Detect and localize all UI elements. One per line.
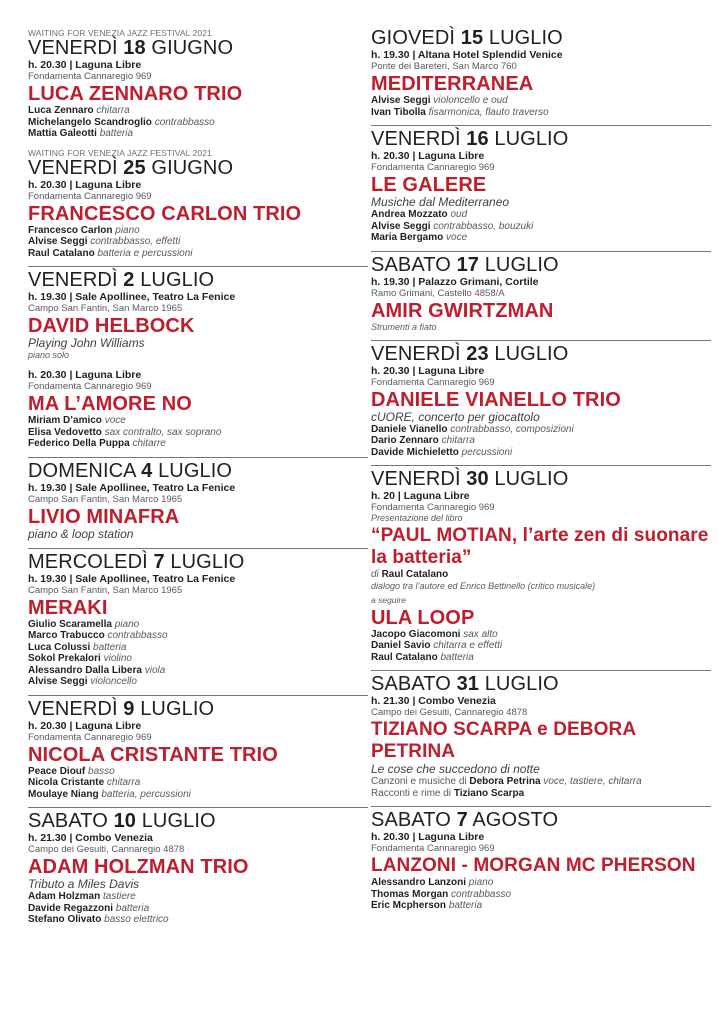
date-heading bbox=[28, 158, 368, 179]
event bbox=[371, 150, 711, 244]
member-name: Raul Catalano bbox=[381, 569, 449, 580]
event bbox=[371, 607, 711, 664]
member-role: contrabbasso, effetti bbox=[90, 236, 181, 247]
member-role: chitarra bbox=[441, 435, 475, 446]
event-address: Campo San Fantin, San Marco 1965 bbox=[28, 493, 183, 505]
date-month: LUGLIO bbox=[494, 128, 569, 150]
lineup-member bbox=[371, 209, 711, 221]
lineup-member bbox=[371, 447, 711, 459]
program-right-column bbox=[371, 0, 711, 912]
event-title: “PAUL MOTIAN, l’arte zen di suonare la batteria” bbox=[371, 525, 709, 568]
lineup-member bbox=[371, 569, 711, 581]
member-role: batteria bbox=[99, 128, 134, 139]
member-name: Marco Trabucco bbox=[28, 630, 105, 641]
date-heading bbox=[371, 129, 711, 150]
date-heading bbox=[371, 810, 711, 831]
date-heading bbox=[28, 552, 368, 573]
event bbox=[28, 720, 368, 801]
date-heading bbox=[28, 270, 368, 291]
date-month: LUGLIO bbox=[170, 550, 245, 573]
date-number: 25 bbox=[123, 156, 146, 179]
date-day: VENERDÌ bbox=[28, 156, 118, 179]
member-role: voce bbox=[446, 232, 468, 243]
event-time-venue: h. 19.30 | Altana Hotel Splendid Venice bbox=[371, 49, 563, 61]
member-name: Eric Mcpherson bbox=[371, 900, 447, 911]
date-number: 7 bbox=[153, 550, 165, 573]
date-day: VENERDÌ bbox=[28, 269, 118, 291]
lineup-member bbox=[28, 642, 368, 654]
festival-label: WAITING FOR VENEZIA JAZZ FESTIVAL 2021 bbox=[28, 28, 212, 38]
event-time-venue: h. 19.30 | Sale Apollinee, Teatro La Fenice bbox=[28, 481, 236, 494]
date-heading bbox=[371, 674, 711, 695]
date-number: 4 bbox=[141, 459, 153, 482]
member-prefix: Racconti e rime di bbox=[371, 787, 454, 799]
event bbox=[371, 276, 711, 333]
date-number: 2 bbox=[123, 269, 135, 291]
member-name: Tiziano Scarpa bbox=[453, 787, 525, 799]
event-time-venue: h. 20.30 | Laguna Libre bbox=[371, 831, 485, 843]
event-time-venue: h. 19.30 | Sale Apollinee, Teatro La Fenice bbox=[28, 572, 236, 585]
lineup-member bbox=[28, 653, 368, 665]
divider bbox=[371, 125, 711, 126]
member-role: voce, tastiere, chitarra bbox=[543, 776, 642, 787]
member-name: Daniel Savio bbox=[371, 640, 431, 651]
divider bbox=[28, 695, 368, 696]
member-role: chitarre bbox=[132, 438, 166, 449]
member-role: piano bbox=[114, 618, 140, 630]
lineup-member bbox=[28, 427, 368, 439]
lineup-member bbox=[371, 95, 711, 107]
member-role: chitarra bbox=[96, 105, 130, 116]
event bbox=[28, 573, 368, 688]
day-block bbox=[28, 695, 368, 801]
date-day: MERCOLEDÌ bbox=[28, 550, 148, 573]
member-role: voce bbox=[104, 415, 126, 426]
lineup-member bbox=[28, 891, 368, 903]
member-name: Raul Catalano bbox=[371, 651, 438, 663]
lineup-member bbox=[28, 415, 368, 427]
event-address: Campo San Fantin, San Marco 1965 bbox=[28, 303, 183, 314]
day-block bbox=[371, 806, 711, 912]
divider bbox=[371, 340, 711, 341]
member-name: Francesco Carlon bbox=[28, 224, 113, 236]
lineup-member bbox=[371, 900, 711, 912]
event-time-venue: h. 20.30 | Laguna Libre bbox=[371, 150, 485, 162]
lineup-member bbox=[28, 619, 368, 631]
date-day: GIOVEDÌ bbox=[371, 27, 456, 49]
member-name: Debora Petrina bbox=[469, 776, 541, 787]
event-title: LE GALERE bbox=[371, 174, 487, 196]
member-role: oud bbox=[450, 209, 468, 220]
member-role: tastiere bbox=[103, 891, 136, 902]
member-name: Luca Colussi bbox=[28, 641, 91, 653]
event-address: Ponte dei Bareteri, San Marco 760 bbox=[371, 61, 517, 72]
member-name: Andrea Mozzato bbox=[371, 209, 448, 220]
event bbox=[371, 831, 711, 912]
member-role: violoncello e oud bbox=[433, 95, 508, 106]
event-address: Fondamenta Cannaregio 969 bbox=[371, 843, 495, 854]
member-role: contrabbasso bbox=[154, 116, 215, 128]
lineup-member bbox=[371, 640, 711, 652]
member-name: Raul Catalano bbox=[28, 247, 95, 259]
event bbox=[371, 365, 711, 459]
member-role: contrabbasso bbox=[107, 630, 168, 641]
lineup-member bbox=[371, 877, 711, 889]
member-name: Federico Della Puppa bbox=[28, 438, 130, 449]
date-heading bbox=[28, 811, 368, 832]
member-name: Alvise Seggi bbox=[371, 220, 431, 232]
date-month: LUGLIO bbox=[141, 810, 216, 832]
member-name: Dario Zennaro bbox=[371, 435, 439, 446]
lineup-member bbox=[28, 903, 368, 915]
divider bbox=[28, 807, 368, 808]
event-subtitle: cUORE, concerto per giocattolo bbox=[371, 409, 540, 424]
lineup-member bbox=[371, 788, 711, 800]
member-name: Alvise Seggi bbox=[28, 676, 88, 687]
member-role: batteria bbox=[440, 651, 474, 663]
member-name: Davide Michieletto bbox=[371, 446, 459, 458]
event-intro: Presentazione del libro bbox=[371, 513, 463, 523]
lineup-member bbox=[371, 776, 711, 788]
day-block bbox=[28, 0, 368, 140]
member-name: Thomas Morgan bbox=[371, 888, 449, 900]
lineup-member bbox=[371, 221, 711, 233]
lineup-member bbox=[28, 105, 368, 117]
day-block bbox=[371, 251, 711, 333]
member-role: sax alto bbox=[463, 628, 498, 640]
lineup-member bbox=[371, 889, 711, 901]
date-number: 23 bbox=[466, 342, 489, 365]
day-block bbox=[28, 266, 368, 450]
date-month: LUGLIO bbox=[484, 253, 559, 276]
member-role: fisarmonica, flauto traverso bbox=[428, 106, 549, 118]
lineup-member bbox=[371, 424, 711, 436]
date-month: AGOSTO bbox=[472, 809, 559, 831]
date-day: SABATO bbox=[28, 810, 108, 832]
event-title: LIVIO MINAFRA bbox=[28, 505, 180, 528]
date-number: 17 bbox=[456, 253, 480, 276]
event-title: ULA LOOP bbox=[371, 606, 475, 629]
date-heading bbox=[371, 344, 711, 365]
member-name: Giulio Scaramella bbox=[28, 618, 112, 630]
member-role: contrabbasso, bouzuki bbox=[433, 220, 534, 232]
divider bbox=[371, 806, 711, 807]
lineup-member bbox=[28, 128, 368, 140]
member-name: Miriam D’amico bbox=[28, 415, 102, 426]
event-note: Strumenti a fiato bbox=[371, 321, 437, 332]
event bbox=[28, 59, 368, 140]
date-number: 31 bbox=[456, 673, 480, 695]
date-number: 10 bbox=[113, 810, 137, 832]
event-address: Ramo Grimani, Castello 4858/A bbox=[371, 287, 505, 299]
member-role: basso bbox=[88, 765, 115, 777]
member-prefix: Canzoni e musiche di bbox=[371, 776, 470, 787]
date-month: GIUGNO bbox=[151, 156, 234, 179]
member-name: Alvise Seggi bbox=[28, 236, 88, 247]
member-name: Alessandro Dalla Libera bbox=[28, 664, 142, 676]
event bbox=[28, 179, 368, 260]
date-number: 7 bbox=[456, 809, 468, 831]
member-role: violoncello bbox=[90, 676, 137, 687]
lineup-member bbox=[371, 232, 711, 244]
festival-label: WAITING FOR VENEZIA JAZZ FESTIVAL 2021 bbox=[28, 147, 212, 158]
event-address: Fondamenta Cannaregio 969 bbox=[371, 502, 495, 513]
date-number: 16 bbox=[466, 128, 489, 150]
event bbox=[28, 369, 368, 450]
member-name: Peace Diouf bbox=[28, 765, 86, 777]
member-name: Daniele Vianello bbox=[371, 423, 448, 435]
date-day: DOMENICA bbox=[28, 459, 136, 482]
date-month: LUGLIO bbox=[494, 468, 569, 490]
lineup-member bbox=[28, 438, 368, 450]
event-title: ADAM HOLZMAN TRIO bbox=[28, 856, 249, 878]
member-name: Michelangelo Scandroglio bbox=[28, 116, 152, 128]
event-time-venue: h. 20.30 | Laguna Libre bbox=[28, 59, 142, 71]
lineup-member bbox=[28, 789, 368, 801]
date-heading bbox=[371, 28, 711, 49]
event-time-venue: h. 20 | Laguna Libre bbox=[371, 490, 470, 502]
lineup-member bbox=[371, 629, 711, 641]
member-name: Luca Zennaro bbox=[28, 105, 94, 116]
event-time-venue: h. 20.30 | Laguna Libre bbox=[28, 369, 142, 381]
day-block bbox=[371, 465, 711, 663]
date-day: VENERDÌ bbox=[371, 128, 461, 150]
lineup-member bbox=[28, 117, 368, 129]
lineup-member bbox=[28, 236, 368, 248]
lineup-member bbox=[28, 630, 368, 642]
event bbox=[28, 291, 368, 361]
member-role: batteria bbox=[93, 641, 127, 653]
lineup-member bbox=[371, 107, 711, 119]
date-heading bbox=[28, 699, 368, 720]
lineup-member bbox=[28, 225, 368, 237]
divider bbox=[28, 457, 368, 458]
event-title: AMIR GWIRTZMAN bbox=[371, 299, 554, 322]
event-time-venue: h. 21.30 | Combo Venezia bbox=[371, 695, 496, 707]
member-name: Davide Regazzoni bbox=[28, 902, 114, 914]
member-name: Ivan Tibolla bbox=[371, 106, 426, 118]
divider bbox=[371, 465, 711, 466]
event-description: dialogo tra l’autore ed Enrico Bettinello (critico musicale) bbox=[371, 580, 596, 591]
date-month: LUGLIO bbox=[140, 697, 215, 720]
event-time-venue: h. 19.30 | Palazzo Grimani, Cortile bbox=[371, 275, 539, 288]
divider bbox=[28, 266, 368, 267]
event-address: Campo dei Gesuiti, Cannaregio 4878 bbox=[28, 844, 185, 855]
event bbox=[371, 490, 711, 606]
day-block bbox=[28, 148, 368, 260]
event-subtitle: Le cose che succedono di notte bbox=[371, 762, 540, 776]
event-subtitle: piano & loop station bbox=[28, 526, 134, 541]
event-title: TIZIANO SCARPA e DEBORA PETRINA bbox=[371, 719, 636, 762]
event-address: Fondamenta Cannaregio 969 bbox=[28, 190, 152, 202]
member-role: viola bbox=[144, 664, 166, 676]
member-name: Moulaye Niang bbox=[28, 788, 99, 800]
member-role: batteria bbox=[448, 900, 483, 911]
event bbox=[371, 49, 711, 118]
member-role: batteria, percussioni bbox=[101, 788, 191, 800]
member-role: chitarra e effetti bbox=[433, 640, 503, 651]
program-left-column bbox=[28, 0, 368, 926]
event-subtitle: Playing John Williams bbox=[28, 336, 145, 350]
event-title: DAVID HELBOCK bbox=[28, 315, 195, 337]
event-followup: a seguire bbox=[371, 594, 406, 605]
day-block bbox=[28, 548, 368, 688]
day-block bbox=[371, 125, 711, 244]
event-title: FRANCESCO CARLON TRIO bbox=[28, 202, 302, 225]
event-time-venue: h. 20.30 | Laguna Libre bbox=[371, 364, 485, 377]
lineup-member bbox=[28, 914, 368, 926]
member-role: sax contralto, sax soprano bbox=[104, 426, 222, 438]
date-day: SABATO bbox=[371, 673, 451, 695]
lineup-member bbox=[28, 248, 368, 260]
member-name: Alvise Seggi bbox=[371, 95, 431, 106]
member-role: basso elettrico bbox=[104, 914, 169, 925]
date-day: VENERDÌ bbox=[28, 37, 118, 59]
event-title: MERAKI bbox=[28, 596, 108, 619]
date-heading bbox=[28, 38, 368, 59]
event-time-venue: h. 21.30 | Combo Venezia bbox=[28, 832, 153, 844]
member-name: Maria Bergamo bbox=[371, 232, 444, 243]
date-number: 30 bbox=[466, 468, 489, 490]
date-month: LUGLIO bbox=[488, 27, 563, 49]
member-name: Elisa Vedovetto bbox=[28, 426, 102, 438]
event-subtitle: Tributo a Miles Davis bbox=[28, 877, 140, 891]
date-day: VENERDÌ bbox=[371, 468, 461, 490]
event-title: NICOLA CRISTANTE TRIO bbox=[28, 743, 278, 766]
date-heading bbox=[371, 255, 711, 276]
day-block bbox=[28, 457, 368, 541]
day-block bbox=[371, 670, 711, 799]
date-day: VENERDÌ bbox=[371, 342, 461, 365]
lineup-member bbox=[28, 777, 368, 789]
lineup-member bbox=[28, 676, 368, 688]
lineup-member bbox=[371, 435, 711, 447]
member-role: piano bbox=[115, 224, 140, 236]
event-time-venue: h. 20.30 | Laguna Libre bbox=[28, 178, 142, 191]
date-month: GIUGNO bbox=[151, 37, 234, 59]
divider bbox=[28, 548, 368, 549]
member-role: batteria bbox=[115, 902, 150, 914]
date-heading bbox=[371, 469, 711, 490]
lineup-member bbox=[28, 665, 368, 677]
date-month: LUGLIO bbox=[140, 269, 215, 291]
divider bbox=[371, 670, 711, 671]
date-month: LUGLIO bbox=[158, 459, 233, 482]
member-name: Stefano Olivato bbox=[28, 914, 102, 925]
member-role: violino bbox=[103, 653, 132, 664]
event-address: Fondamenta Cannaregio 969 bbox=[371, 376, 495, 388]
event-time-venue: h. 19.30 | Sale Apollinee, Teatro La Fenice bbox=[28, 291, 236, 303]
member-role: chitarra bbox=[106, 777, 141, 788]
event-title: LUCA ZENNARO TRIO bbox=[28, 83, 243, 105]
event-address: Fondamenta Cannaregio 969 bbox=[28, 71, 152, 82]
member-role: percussioni bbox=[461, 446, 513, 458]
event-title: MA L’AMORE NO bbox=[28, 393, 192, 415]
day-block bbox=[371, 0, 711, 118]
day-block bbox=[28, 807, 368, 926]
event-title: DANIELE VIANELLO TRIO bbox=[371, 388, 621, 411]
event-address: Campo dei Gesuiti, Cannaregio 4878 bbox=[371, 707, 528, 718]
divider bbox=[371, 251, 711, 252]
member-name: Mattia Galeotti bbox=[28, 128, 97, 139]
event-address: Fondamenta Cannaregio 969 bbox=[28, 381, 152, 392]
lineup-member bbox=[371, 652, 711, 664]
member-role: piano bbox=[468, 877, 494, 888]
event-note: piano solo bbox=[28, 350, 70, 360]
lineup-member bbox=[28, 766, 368, 778]
member-role: contrabbasso, composizioni bbox=[450, 423, 574, 435]
member-prefix: di bbox=[371, 569, 382, 580]
date-number: 18 bbox=[123, 37, 146, 59]
member-role: batteria e percussioni bbox=[97, 247, 193, 259]
event-time-venue: h. 20.30 | Laguna Libre bbox=[28, 719, 142, 732]
event-address: Fondamenta Cannaregio 969 bbox=[28, 731, 152, 743]
event bbox=[28, 832, 368, 926]
date-heading bbox=[28, 461, 368, 482]
member-name: Jacopo Giacomoni bbox=[371, 628, 461, 640]
event-title: LANZONI - MORGAN MC PHERSON bbox=[371, 855, 696, 876]
event-address: Fondamenta Cannaregio 969 bbox=[371, 162, 495, 173]
event-address: Campo San Fantin, San Marco 1965 bbox=[28, 584, 183, 596]
date-number: 9 bbox=[123, 697, 135, 720]
member-name: Sokol Prekalori bbox=[28, 653, 101, 664]
event-title: MEDITERRANEA bbox=[371, 73, 534, 95]
date-day: SABATO bbox=[371, 253, 451, 276]
day-block bbox=[371, 340, 711, 459]
date-month: LUGLIO bbox=[484, 673, 559, 695]
event-subtitle: Musiche dal Mediterraneo bbox=[371, 195, 510, 209]
date-month: LUGLIO bbox=[494, 342, 569, 365]
member-role: contrabbasso bbox=[451, 888, 512, 900]
member-name: Alessandro Lanzoni bbox=[371, 877, 467, 888]
date-day: VENERDÌ bbox=[28, 697, 118, 720]
date-day: SABATO bbox=[371, 809, 451, 831]
date-number: 15 bbox=[460, 27, 484, 49]
event bbox=[371, 695, 711, 799]
member-name: Nicola Cristante bbox=[28, 777, 105, 788]
event bbox=[28, 482, 368, 541]
member-name: Adam Holzman bbox=[28, 891, 101, 902]
